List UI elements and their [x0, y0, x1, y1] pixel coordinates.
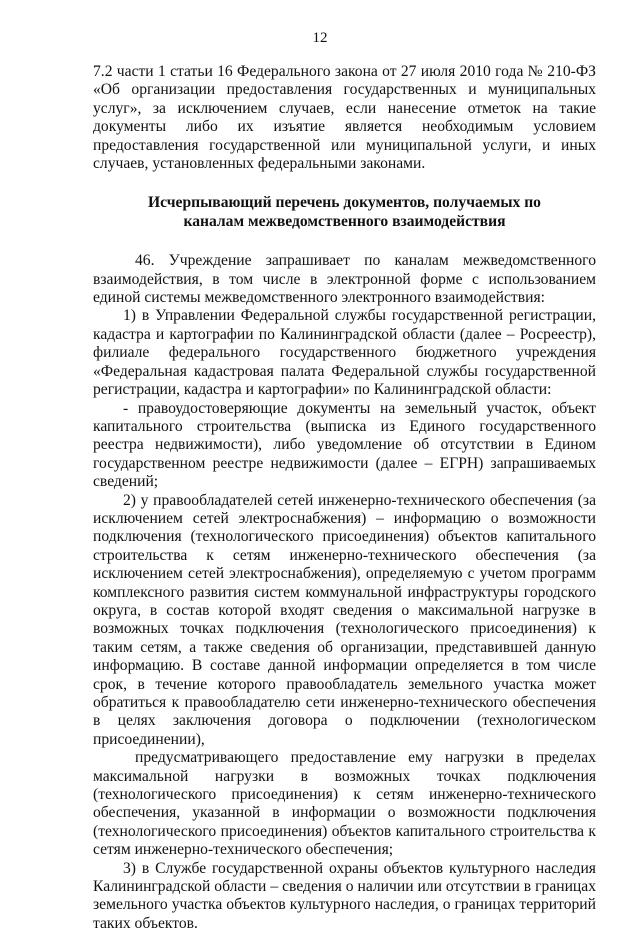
section-heading: Исчерпывающий перечень документов, получаемых по каналам межведомственного взаимодействия [148, 194, 541, 230]
page-number: 12 [312, 30, 328, 46]
paragraph-item-3: 3) в Службе государственной охраны объектов культурного наследия Калининградской области – сведения о наличии или отсутствии в границах земельного участка объектов культурного наследия, о границах территорий таких объектов. [93, 859, 596, 932]
paragraph-item-2-continued: предусматривающего предоставление ему нагрузки в пределах максимальной нагрузки в возможных точках подключения (технологического присоединения) к сетям инженерно-технического обеспечения, указанной в информации о возможности подключения (технологического присоединения) объектов капитального строительства к сетям инженерно-технического обеспечения; [93, 749, 596, 859]
intro-paragraph: 7.2 части 1 статьи 16 Федерального закона от 27 июля 2010 года № 210-ФЗ «Об организации предоставления государственных и муниципальных услуг», за исключением случаев, если нанесение отметок на такие документы либо их изъятие является необходимым условием предоставления государственной или муниципальной услуги, и иных случаев, установленных федеральными законами. [93, 63, 596, 173]
paragraph-46: 46. Учреждение запрашивает по каналам межведомственного взаимодействия, в том числе в электронной форме с использованием единой системы межведомственного электронного взаимодействия: [93, 252, 596, 307]
paragraph-item-2: 2) у правообладателей сетей инженерно-технического обеспечения (за исключением сетей электроснабжения) – информацию о возможности подключения (технологического присоединения) объектов капитального строительства к сетям инженерно-технического обеспечения (за исключением сетей электроснабжения), определяемую с учетом программ комплексного развития систем коммунальной инфраструктуры городского округа, в состав которой входят сведения о максимальной нагрузке в возможных точках подключения (технологического присоединения) к таким сетям, а также сведения об организации, представившей данную информацию. В составе данной информации определяется в том числе срок, в течение которого правообладатель земельного участка может обратиться к правообладателю сети инженерно-технического обеспечения в целях заключения договора о подключении (технологическом присоединении), [93, 491, 596, 748]
paragraph-item-1-dash: - правоудостоверяющие документы на земельный участок, объект капитального строительства (выписка из Единого государственного реестра недвижимости), либо уведомление об отсутствии в Едином государственном реестре недвижимости (далее – ЕГРН) запрашиваемых сведений; [93, 399, 596, 491]
paragraph-item-1: 1) в Управлении Федеральной службы государственной регистрации, кадастра и картографии по Калининградской области (далее – Росреестр), филиале федерального государственного бюджетного учреждения «Федеральная кадастровая палата Федеральной службы государственной регистрации, кадастра и картографии» по Калининградской области: [93, 307, 596, 399]
document-body [93, 63, 596, 933]
